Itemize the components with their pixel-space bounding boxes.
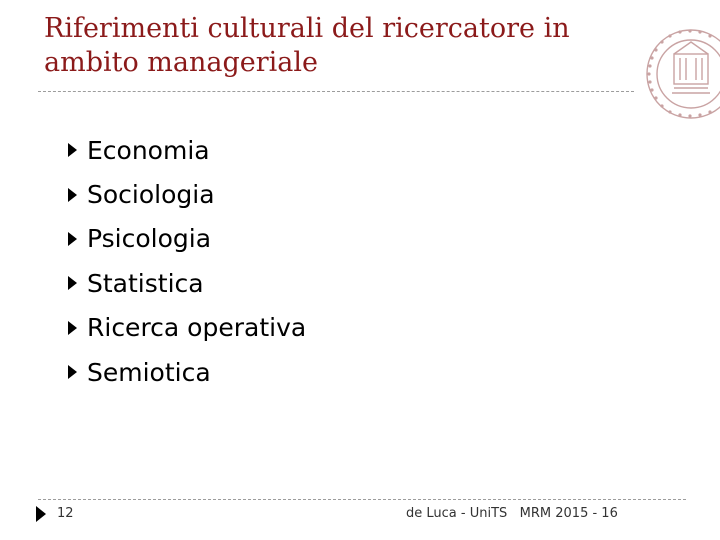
footer-divider [38, 499, 686, 500]
bullet-label: Psicologia [87, 224, 212, 254]
slide-title [44, 12, 644, 80]
bullet-item [68, 128, 306, 172]
slide-title-line-2: ambito manageriale [44, 47, 319, 78]
bullet-label: Semiotica [87, 357, 211, 387]
triangle-arrow-icon [68, 365, 77, 379]
bullet-item [68, 261, 306, 305]
triangle-arrow-icon [68, 276, 77, 290]
bullet-label: Statistica [87, 268, 204, 298]
triangle-arrow-icon [68, 188, 77, 202]
footer-credit: de Luca - UniTS MRM 2015 - 16 [406, 506, 618, 521]
page-number: 12 [57, 506, 74, 521]
triangle-arrow-icon [68, 321, 77, 335]
bullet-label: Economia [87, 135, 210, 165]
slide-title-line-1: Riferimenti culturali del ricercatore in [44, 13, 570, 44]
bullet-label: Ricerca operativa [87, 313, 307, 343]
triangle-arrow-icon [68, 143, 77, 157]
title-divider [38, 91, 634, 92]
bullet-item [68, 217, 306, 261]
bullet-list [68, 128, 306, 394]
triangle-arrow-icon [68, 232, 77, 246]
university-seal-logo [636, 14, 720, 132]
bullet-label: Sociologia [87, 180, 215, 210]
footer-arrow-icon [36, 506, 46, 522]
bullet-item [68, 172, 306, 216]
bullet-item [68, 306, 306, 350]
bullet-item [68, 350, 306, 394]
